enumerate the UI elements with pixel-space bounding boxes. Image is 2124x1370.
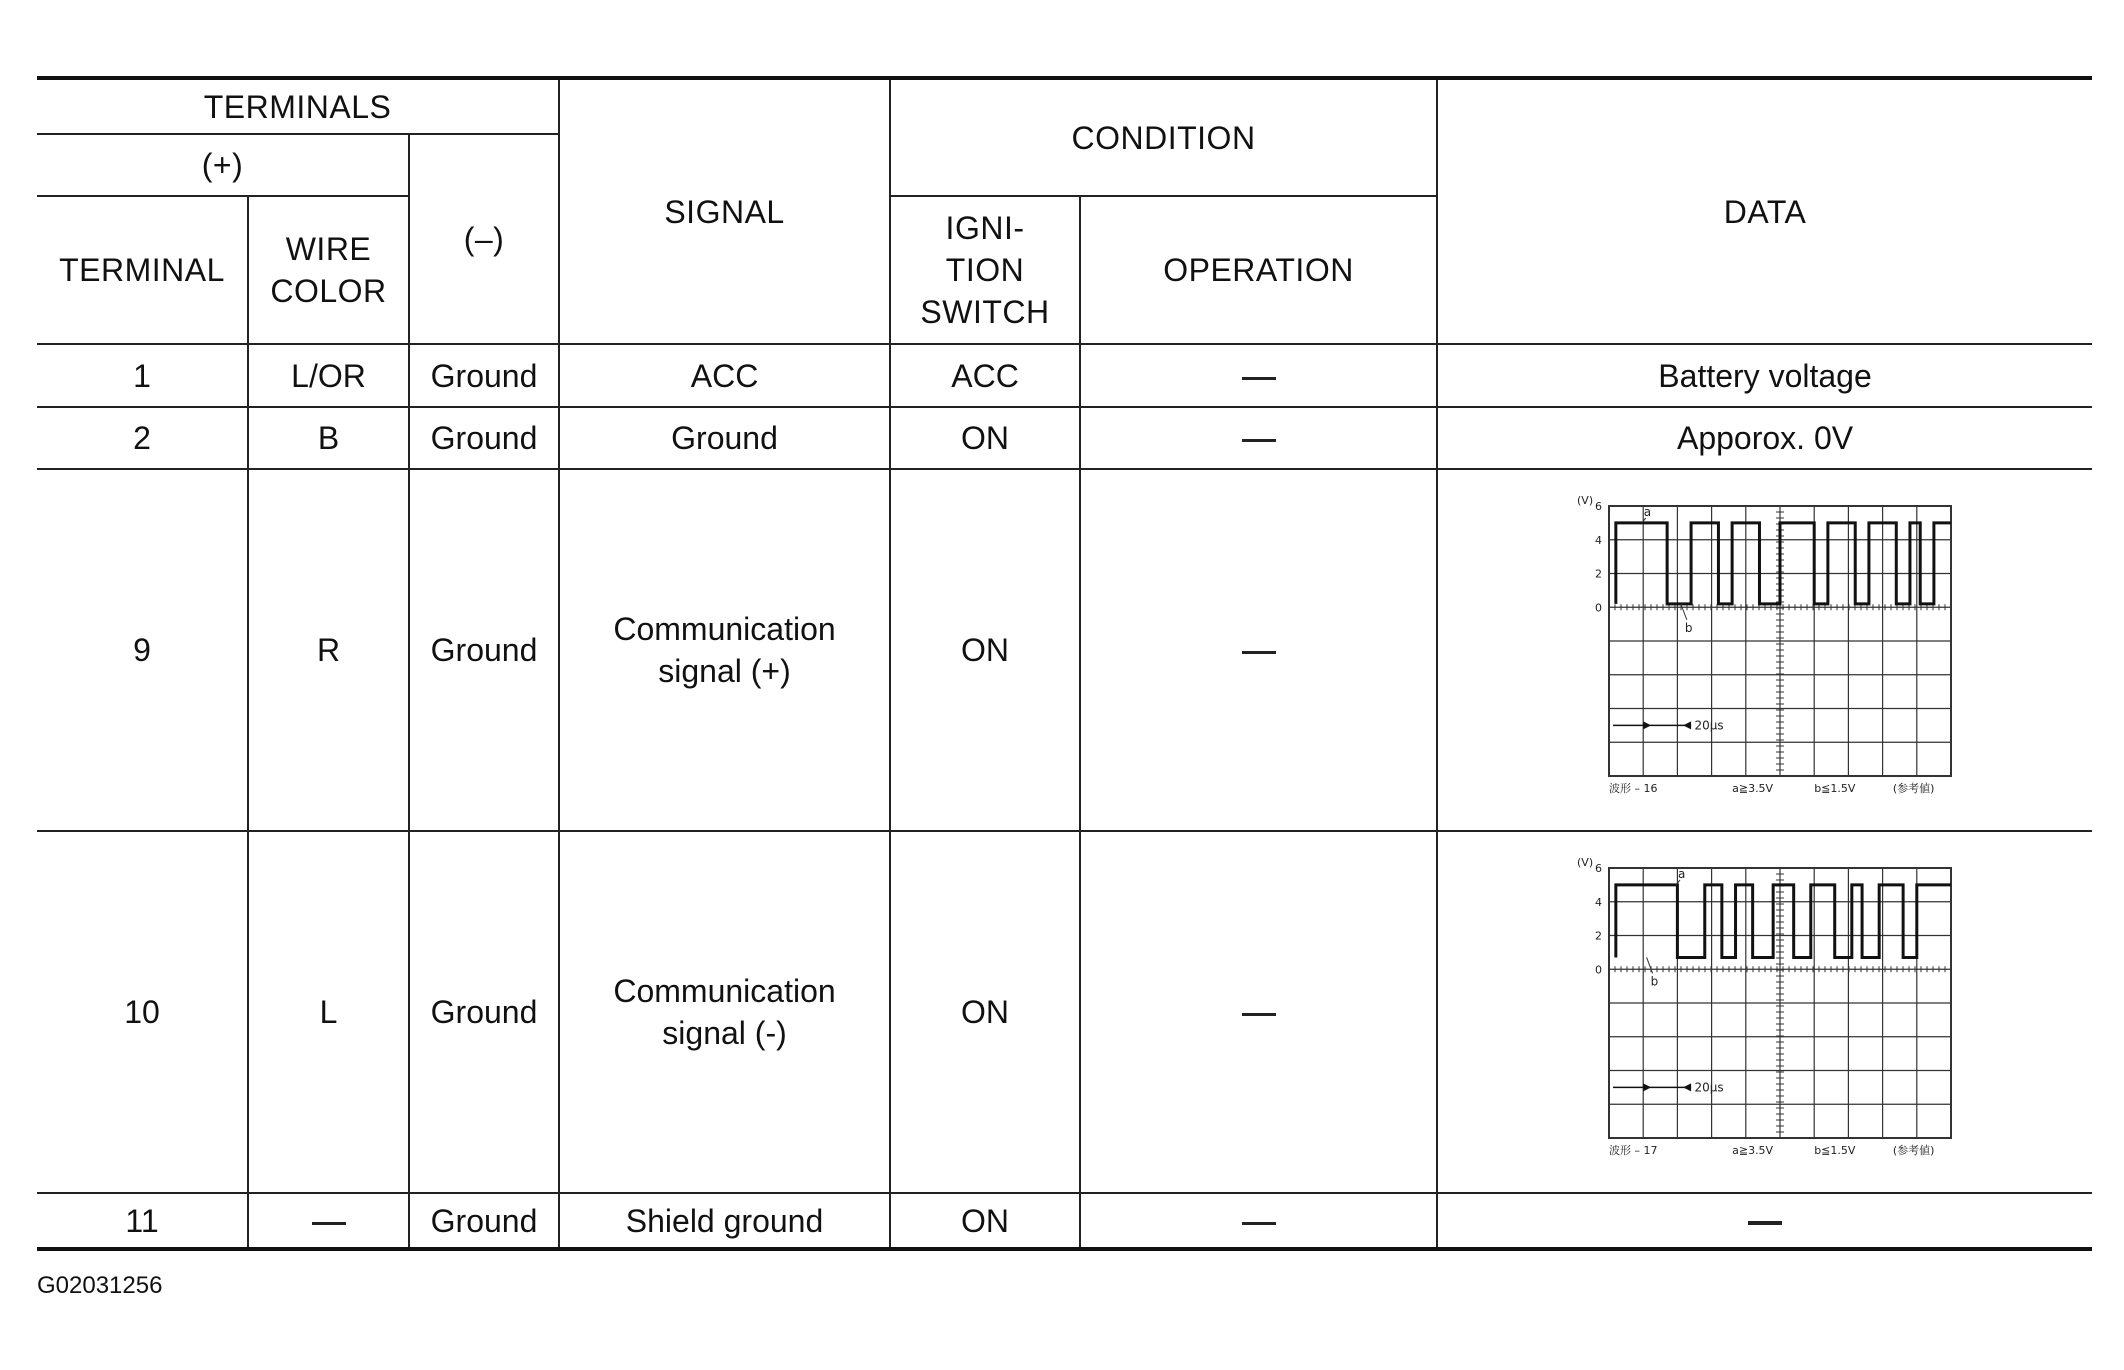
cell-minus: Ground bbox=[409, 831, 559, 1193]
cell-operation bbox=[1080, 407, 1437, 469]
cell-signal: Ground bbox=[559, 407, 890, 469]
cell-terminal: 2 bbox=[37, 407, 248, 469]
label-a: a bbox=[1678, 867, 1686, 881]
table-row bbox=[37, 344, 2092, 407]
cell-terminal: 11 bbox=[37, 1193, 248, 1249]
oscilloscope-waveform-16 bbox=[1575, 490, 1955, 810]
cell-terminal: 9 bbox=[37, 469, 248, 831]
cell-data: Apporox. 0V bbox=[1437, 407, 2092, 469]
dash-mark bbox=[312, 1222, 346, 1225]
scope-footer-left: 波形 – 16 bbox=[1609, 782, 1658, 795]
cell-terminal: 10 bbox=[37, 831, 248, 1193]
cell-minus: Ground bbox=[409, 407, 559, 469]
label-b: b bbox=[1650, 974, 1659, 989]
cell-signal: ACC bbox=[559, 344, 890, 407]
header-ignition-switch: IGNI- TION SWITCH bbox=[890, 196, 1080, 344]
cell-data bbox=[1437, 1193, 2092, 1249]
scope-ytick-label: 4 bbox=[1595, 895, 1603, 909]
cell-signal: Communication signal (+) bbox=[559, 469, 890, 831]
dash-mark bbox=[1242, 1222, 1276, 1225]
cell-wire-color: B bbox=[248, 407, 409, 469]
scope-ytick-label: 4 bbox=[1595, 533, 1603, 547]
cell-ignition: ON bbox=[890, 407, 1080, 469]
scope-footer-mid: a≧3.5V bbox=[1732, 782, 1774, 795]
cell-data: Battery voltage bbox=[1437, 344, 2092, 407]
cell-minus: Ground bbox=[409, 344, 559, 407]
scope-ytick-label: 2 bbox=[1595, 567, 1603, 581]
cell-wire-color: R bbox=[248, 469, 409, 831]
cell-wire-color: L bbox=[248, 831, 409, 1193]
cell-wire-color: L/OR bbox=[248, 344, 409, 407]
header-terminals: TERMINALS bbox=[37, 78, 559, 134]
scope-ytick-label: 6 bbox=[1595, 500, 1603, 513]
dash-mark bbox=[1242, 651, 1276, 654]
cell-data bbox=[1437, 469, 2092, 831]
scope-unit-label: (V) bbox=[1577, 494, 1594, 507]
scope-ytick-label: 2 bbox=[1595, 929, 1603, 943]
cell-signal: Shield ground bbox=[559, 1193, 890, 1249]
table-row bbox=[37, 831, 2092, 1193]
scope-footer-ref: (参考値) bbox=[1892, 1144, 1935, 1157]
scope-footer-right: b≦1.5V bbox=[1814, 1144, 1856, 1157]
label-b: b bbox=[1684, 620, 1693, 635]
scope-footer-ref: (参考値) bbox=[1892, 782, 1935, 795]
time-marker-arrow bbox=[1643, 1083, 1651, 1091]
scope-ytick-label: 0 bbox=[1595, 963, 1603, 977]
header-minus: (–) bbox=[409, 134, 559, 344]
scope-unit-label: (V) bbox=[1577, 856, 1594, 869]
scope-footer-left: 波形 – 17 bbox=[1609, 1144, 1658, 1157]
cell-ignition: ACC bbox=[890, 344, 1080, 407]
label-b-leader bbox=[1681, 604, 1687, 620]
cell-data bbox=[1437, 831, 2092, 1193]
time-marker-arrow bbox=[1683, 1083, 1691, 1091]
label-a: a bbox=[1643, 505, 1652, 519]
table-row bbox=[37, 469, 2092, 831]
cell-ignition: ON bbox=[890, 469, 1080, 831]
dash-mark bbox=[1242, 1013, 1276, 1016]
figure-code: G02031256 bbox=[37, 1272, 163, 1299]
cell-terminal: 1 bbox=[37, 344, 248, 407]
time-marker-label: 20μs bbox=[1694, 718, 1724, 733]
dash-mark bbox=[1242, 439, 1276, 442]
terminal-spec-table bbox=[37, 76, 2092, 1251]
cell-operation bbox=[1080, 831, 1437, 1193]
cell-signal: Communication signal (-) bbox=[559, 831, 890, 1193]
header-plus: (+) bbox=[37, 134, 409, 196]
header-data: DATA bbox=[1437, 78, 2092, 344]
header-wire-color: WIRE COLOR bbox=[248, 196, 409, 344]
table-row bbox=[37, 1193, 2092, 1249]
time-marker-arrow bbox=[1643, 721, 1651, 729]
cell-operation bbox=[1080, 469, 1437, 831]
scope-grid bbox=[1609, 868, 1951, 1138]
header-condition: CONDITION bbox=[890, 78, 1437, 196]
table-row bbox=[37, 407, 2092, 469]
header-operation: OPERATION bbox=[1080, 196, 1437, 344]
cell-operation bbox=[1080, 344, 1437, 407]
cell-ignition: ON bbox=[890, 1193, 1080, 1249]
header-signal: SIGNAL bbox=[559, 78, 890, 344]
cell-minus: Ground bbox=[409, 469, 559, 831]
dash-mark bbox=[1748, 1221, 1782, 1225]
label-b-leader bbox=[1647, 957, 1653, 973]
time-marker-arrow bbox=[1683, 721, 1691, 729]
cell-wire-color bbox=[248, 1193, 409, 1249]
header-terminal: TERMINAL bbox=[37, 196, 248, 344]
waveform-trace bbox=[1616, 523, 1951, 604]
cell-minus: Ground bbox=[409, 1193, 559, 1249]
waveform-trace bbox=[1616, 885, 1951, 958]
scope-footer-right: b≦1.5V bbox=[1814, 782, 1856, 795]
dash-mark bbox=[1242, 377, 1276, 380]
cell-operation bbox=[1080, 1193, 1437, 1249]
scope-ytick-label: 6 bbox=[1595, 862, 1603, 875]
oscilloscope-waveform-17 bbox=[1575, 852, 1955, 1172]
scope-footer-mid: a≧3.5V bbox=[1732, 1144, 1774, 1157]
time-marker-label: 20μs bbox=[1694, 1080, 1724, 1095]
scope-ytick-label: 0 bbox=[1595, 601, 1603, 615]
cell-ignition: ON bbox=[890, 831, 1080, 1193]
